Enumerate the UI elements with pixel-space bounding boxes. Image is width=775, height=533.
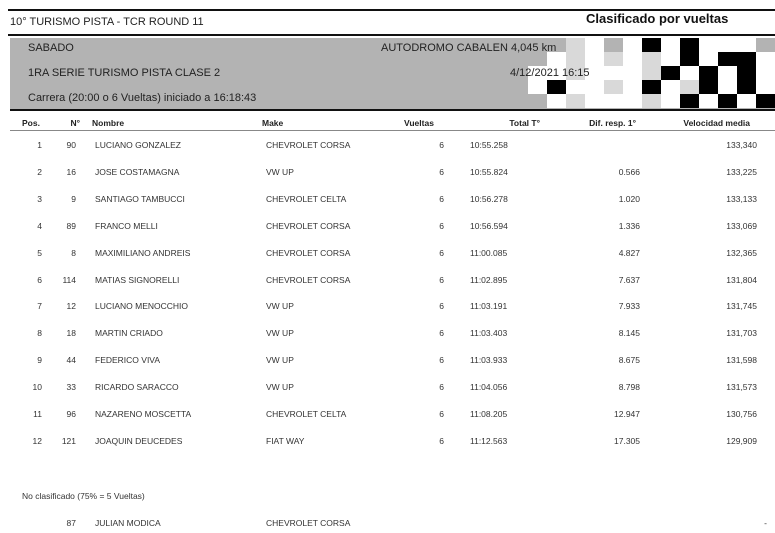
- cell-total-time: 10:55.824: [470, 166, 508, 177]
- cell-number: 33: [66, 382, 76, 393]
- flag-square: [623, 38, 642, 52]
- cell-laps: 6: [439, 140, 444, 150]
- cell-laps: 6: [439, 301, 444, 312]
- flag-square: [623, 94, 642, 108]
- cell-pos: 5: [37, 247, 42, 258]
- cell-total-time: 10:55.258: [470, 140, 508, 150]
- cell-total-time: 10:56.278: [470, 193, 508, 204]
- cell-laps: 6: [439, 355, 444, 366]
- flag-square: [585, 38, 604, 52]
- flag-square: [699, 66, 718, 80]
- table-row: [0, 248, 775, 262]
- cell-name: JOSE COSTAMAGNA: [95, 166, 180, 177]
- cell-laps: 6: [439, 220, 444, 231]
- cell-laps: 6: [439, 435, 444, 446]
- cell-gap: 4.827: [618, 247, 640, 258]
- cell-name: FRANCO MELLI: [95, 220, 158, 231]
- circuit-name: AUTODROMO CABALEN 4,045 km: [381, 42, 557, 54]
- cell-total-time: 11:02.895: [470, 274, 508, 285]
- flag-square: [718, 52, 737, 66]
- cell-number: 18: [66, 328, 76, 339]
- series-name: 1RA SERIE TURISMO PISTA CLASE 2: [28, 67, 221, 79]
- cell-make: CHEVROLET CELTA: [266, 193, 347, 204]
- cell-make: CHEVROLET CORSA: [266, 220, 351, 231]
- cell-average-speed: 133,340: [726, 140, 757, 150]
- flag-square: [756, 52, 775, 66]
- table-row: [0, 382, 775, 396]
- cell-number: 89: [66, 220, 76, 231]
- flag-square: [699, 52, 718, 66]
- event-datetime: 4/12/2021 16:15: [510, 67, 590, 79]
- flag-square: [642, 66, 661, 80]
- table-row: [0, 518, 775, 532]
- flag-square: [604, 52, 623, 66]
- cell-make: VW UP: [266, 166, 294, 177]
- flag-square: [718, 66, 737, 80]
- flag-square: [699, 80, 718, 94]
- cell-gap: 7.637: [618, 274, 640, 285]
- flag-square: [756, 94, 775, 108]
- table-row: [0, 409, 775, 423]
- flag-square: [756, 80, 775, 94]
- cell-laps: 6: [439, 166, 444, 177]
- cell-number: 121: [61, 435, 76, 446]
- flag-square: [642, 80, 661, 94]
- table-row: [0, 194, 775, 208]
- flag-square: [642, 52, 661, 66]
- cell-name: MATIAS SIGNORELLI: [95, 274, 180, 285]
- cell-make: VW UP: [266, 301, 294, 312]
- cell-pos: 10: [32, 382, 42, 393]
- cell-number: 12: [66, 301, 76, 312]
- flag-square: [547, 94, 566, 108]
- cell-laps: 6: [439, 328, 444, 339]
- cell-name: MARTIN CRIADO: [95, 328, 163, 339]
- cell-average-speed: -: [764, 518, 767, 528]
- cell-average-speed: 132,365: [726, 247, 757, 258]
- flag-square: [737, 94, 756, 108]
- cell-laps: 6: [439, 409, 444, 419]
- cell-total-time: 11:12.563: [470, 435, 508, 446]
- cell-number: 16: [66, 166, 76, 177]
- cell-gap: 12.947: [614, 409, 640, 419]
- cell-gap: 0.566: [618, 166, 640, 177]
- cell-name: LUCIANO MENOCCHIO: [95, 301, 189, 312]
- cell-pos: 12: [32, 435, 42, 446]
- cell-make: CHEVROLET CELTA: [266, 409, 347, 419]
- flag-square: [661, 94, 680, 108]
- flag-square: [566, 80, 585, 94]
- cell-gap: 8.675: [618, 355, 640, 366]
- column-header-total-time: Total T°: [509, 118, 540, 128]
- flag-square: [623, 80, 642, 94]
- cell-name: FEDERICO VIVA: [95, 355, 161, 366]
- flag-square: [661, 80, 680, 94]
- cell-average-speed: 131,745: [726, 301, 757, 312]
- flag-square: [661, 66, 680, 80]
- flag-square: [756, 66, 775, 80]
- cell-total-time: 11:00.085: [470, 247, 508, 258]
- cell-make: CHEVROLET CORSA: [266, 247, 351, 258]
- cell-pos: 4: [37, 220, 42, 231]
- cell-gap: 17.305: [614, 435, 640, 446]
- race-info: Carrera (20:00 o 6 Vueltas) iniciado a 16:18:43: [28, 92, 257, 104]
- flag-square: [585, 80, 604, 94]
- flag-square: [566, 94, 585, 108]
- flag-square: [737, 38, 756, 52]
- cell-pos: 3: [37, 193, 42, 204]
- cell-pos: 11: [33, 409, 42, 419]
- cell-number: 8: [71, 247, 76, 258]
- flag-square: [547, 80, 566, 94]
- flag-square: [737, 66, 756, 80]
- cell-gap: 8.145: [618, 328, 640, 339]
- table-row: [0, 221, 775, 235]
- cell-total-time: 11:03.933: [470, 355, 508, 366]
- event-day: SABADO: [28, 42, 74, 54]
- flag-square: [680, 52, 699, 66]
- cell-laps: 6: [439, 274, 444, 285]
- flag-square: [680, 38, 699, 52]
- cell-average-speed: 133,133: [726, 193, 757, 204]
- cell-laps: 6: [439, 382, 444, 393]
- cell-gap: 8.798: [618, 382, 640, 393]
- cell-number: 87: [66, 518, 76, 528]
- flag-square: [718, 38, 737, 52]
- cell-number: 114: [62, 274, 76, 285]
- flag-square: [585, 94, 604, 108]
- table-row: [0, 301, 775, 315]
- cell-name: JOAQUIN DEUCEDES: [95, 435, 183, 446]
- table-row: [0, 436, 775, 450]
- cell-average-speed: 131,573: [726, 382, 757, 393]
- classification-type: Clasificado por vueltas: [586, 11, 729, 26]
- cell-make: CHEVROLET CORSA: [266, 274, 351, 285]
- flag-square: [547, 52, 566, 66]
- banner-rule: [10, 109, 775, 111]
- flag-square: [566, 38, 585, 52]
- cell-make: FIAT WAY: [266, 435, 305, 446]
- flag-square: [528, 80, 547, 94]
- flag-square: [566, 52, 585, 66]
- flag-square: [623, 66, 642, 80]
- cell-number: 96: [66, 409, 76, 419]
- flag-square: [737, 52, 756, 66]
- column-header-number: N°: [70, 118, 80, 128]
- cell-make: CHEVROLET CORSA: [266, 518, 351, 528]
- column-header-make: Make: [262, 118, 284, 128]
- table-row: [0, 355, 775, 369]
- flag-square: [585, 52, 604, 66]
- flag-square: [642, 38, 661, 52]
- cell-average-speed: 129,909: [726, 435, 757, 446]
- cell-pos: 6: [37, 274, 42, 285]
- flag-square: [718, 94, 737, 108]
- flag-square: [718, 80, 737, 94]
- column-header-gap: Dif. resp. 1°: [589, 118, 636, 128]
- cell-number: 90: [66, 140, 76, 150]
- cell-number: 44: [66, 355, 76, 366]
- cell-average-speed: 131,804: [726, 274, 757, 285]
- cell-average-speed: 133,069: [726, 220, 757, 231]
- flag-square: [680, 94, 699, 108]
- cell-make: VW UP: [266, 382, 294, 393]
- flag-square: [604, 80, 623, 94]
- cell-laps: 6: [439, 247, 444, 258]
- cell-total-time: 11:03.191: [470, 301, 508, 312]
- cell-pos: 7: [37, 301, 42, 312]
- cell-pos: 8: [37, 328, 42, 339]
- column-header-laps: Vueltas: [404, 118, 434, 128]
- flag-square: [604, 66, 623, 80]
- table-row: [0, 140, 775, 154]
- cell-total-time: 11:04.056: [470, 382, 508, 393]
- column-header-name: Nombre: [92, 118, 125, 128]
- table-row: [0, 167, 775, 181]
- column-header-average-speed: Velocidad media: [683, 118, 750, 128]
- cell-number: 9: [71, 193, 76, 204]
- flag-square: [642, 94, 661, 108]
- cell-make: CHEVROLET CORSA: [266, 140, 351, 150]
- cell-gap: 7.933: [618, 301, 640, 312]
- cell-total-time: 11:03.403: [470, 328, 508, 339]
- cell-name: RICARDO SARACCO: [95, 382, 179, 393]
- flag-square: [623, 52, 642, 66]
- cell-name: SANTIAGO TAMBUCCI: [95, 193, 185, 204]
- not-classified-title: No clasificado (75% = 5 Vueltas): [22, 491, 145, 501]
- title-rule: [8, 34, 775, 36]
- cell-average-speed: 130,756: [726, 409, 757, 419]
- flag-square: [680, 80, 699, 94]
- table-row: [0, 275, 775, 289]
- flag-square: [661, 52, 680, 66]
- cell-make: VW UP: [266, 355, 294, 366]
- cell-total-time: 10:56.594: [470, 220, 508, 231]
- cell-pos: 9: [37, 355, 42, 366]
- cell-gap: 1.336: [618, 220, 640, 231]
- flag-square: [661, 38, 680, 52]
- cell-average-speed: 131,703: [726, 328, 757, 339]
- table-row: [0, 328, 775, 342]
- flag-square: [737, 80, 756, 94]
- cell-total-time: 11:08.205: [470, 409, 508, 419]
- cell-average-speed: 131,598: [726, 355, 757, 366]
- flag-square: [699, 94, 718, 108]
- cell-laps: 6: [439, 193, 444, 204]
- cell-pos: 1: [37, 140, 42, 150]
- flag-square: [680, 66, 699, 80]
- event-title: 10° TURISMO PISTA - TCR ROUND 11: [10, 16, 204, 28]
- cell-name: MAXIMILIANO ANDREIS: [95, 247, 191, 258]
- cell-make: VW UP: [266, 328, 294, 339]
- header-rule: [10, 130, 775, 131]
- cell-gap: 1.020: [618, 193, 640, 204]
- column-header-pos: Pos.: [22, 118, 40, 128]
- flag-square: [699, 38, 718, 52]
- flag-square: [604, 94, 623, 108]
- cell-name: NAZARENO MOSCETTA: [95, 409, 192, 419]
- cell-name: JULIAN MODICA: [95, 518, 161, 528]
- cell-pos: 2: [37, 166, 42, 177]
- cell-average-speed: 133,225: [726, 166, 757, 177]
- cell-name: LUCIANO GONZALEZ: [95, 140, 181, 150]
